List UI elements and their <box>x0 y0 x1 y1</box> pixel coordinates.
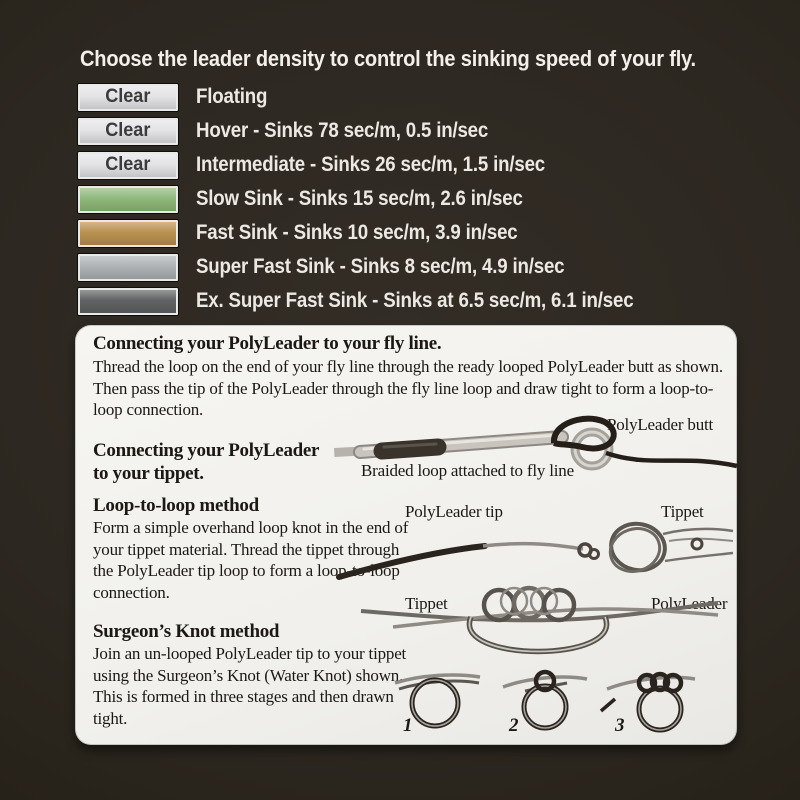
density-swatch-clear <box>78 118 178 145</box>
legend-row-super-fast-sink <box>78 250 688 284</box>
stage-number-2: 2 <box>509 715 519 736</box>
density-swatch-tan <box>78 220 178 247</box>
density-swatch-green <box>78 186 178 213</box>
polyleader-label-surgeon-diagram: PolyLeader <box>651 594 728 613</box>
legend-row-hover <box>78 114 688 148</box>
fly-line-section-body: Thread the loop on the end of your fly line through the ready looped PolyLeader butt as shown. Then pass the tip of the PolyLeader through the fly line loop and draw tight to form a loop-to-loop connection. <box>93 357 723 419</box>
stage-number-3: 3 <box>615 715 625 736</box>
swatch-label: Clear <box>105 120 151 141</box>
density-swatch-silver <box>78 254 178 281</box>
legend-row-fast-sink <box>78 216 688 250</box>
tippet-section-heading-line1: Connecting your PolyLeader <box>93 440 320 461</box>
legend-row-floating <box>78 80 688 114</box>
braided-loop-label: Braided loop attached to fly line <box>361 461 574 480</box>
knot-stages-diagram <box>375 661 725 743</box>
density-label: Fast Sink - Sinks 10 sec/m, 3.9 in/sec <box>196 221 518 244</box>
surgeon-method-body: Join an un-looped PolyLeader tip to your tippet using the Surgeon’s Knot (Water Knot) shown. This is formed in three stages and then drawn tight. <box>93 644 407 728</box>
polyleader-tip-label: PolyLeader tip <box>405 502 503 521</box>
loop-method-heading: Loop-to-loop method <box>93 495 259 516</box>
density-swatch-gray <box>78 288 178 315</box>
density-label: Slow Sink - Sinks 15 sec/m, 2.6 in/sec <box>196 187 523 210</box>
density-label: Super Fast Sink - Sinks 8 sec/m, 4.9 in/sec <box>196 255 565 278</box>
tippet-section-heading-line2: to your tippet. <box>93 463 204 484</box>
loop-method-body: Form a simple overhand loop knot in the end of your tippet material. Thread the tippet through the PolyLeader tip loop to form a loop-to-loop connection. <box>93 518 409 602</box>
instructions-panel <box>75 325 737 745</box>
tippet-label-loop-diagram: Tippet <box>661 502 704 521</box>
density-heading: Choose the leader density to control the sinking speed of your fly. <box>80 46 696 71</box>
legend-row-intermediate <box>78 148 688 182</box>
density-label: Intermediate - Sinks 26 sec/m, 1.5 in/sec <box>196 153 546 176</box>
legend-row-slow-sink <box>78 182 688 216</box>
fly-line-section-heading: Connecting your PolyLeader to your fly line. <box>93 333 442 354</box>
stage-number-1: 1 <box>403 715 413 736</box>
density-legend <box>78 80 688 318</box>
polyleader-butt-label: PolyLeader butt <box>607 415 714 434</box>
swatch-label: Clear <box>105 154 151 175</box>
swatch-label: Clear <box>105 86 151 107</box>
tippet-label-surgeon-diagram: Tippet <box>405 594 448 613</box>
density-label: Hover - Sinks 78 sec/m, 0.5 in/sec <box>196 119 489 142</box>
density-label: Ex. Super Fast Sink - Sinks at 6.5 sec/m, 6.1 in/sec <box>196 289 634 312</box>
density-label: Floating <box>196 85 268 108</box>
density-swatch-clear <box>78 84 178 111</box>
density-swatch-clear <box>78 152 178 179</box>
legend-row-ex-super-fast-sink <box>78 284 688 318</box>
surgeon-method-heading: Surgeon’s Knot method <box>93 621 280 642</box>
